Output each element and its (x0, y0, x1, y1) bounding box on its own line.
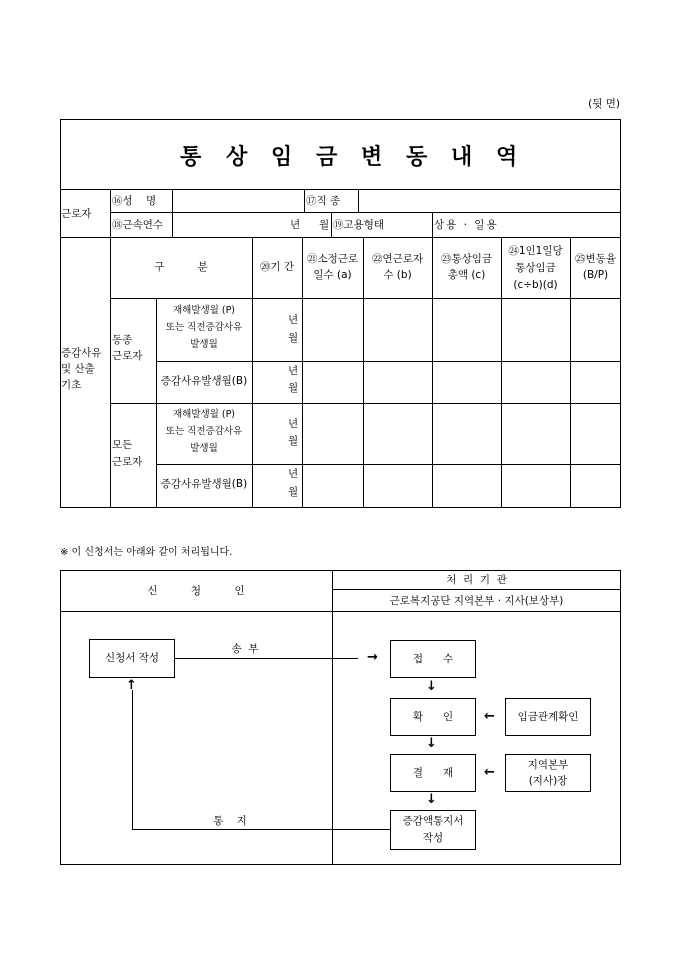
arrow-left-icon: ← (484, 709, 495, 724)
worker-section-label: 근로자 (61, 208, 92, 220)
write-application-box: 신청서 작성 (89, 639, 175, 678)
employment-type-value: 상용 · 일용 (434, 219, 499, 231)
group-all-workers-line1: 모든 (112, 439, 133, 451)
applicant-header: 신 청 인 (147, 585, 245, 597)
row3-month-unit: 월 (288, 435, 299, 447)
arrow-down-icon: ↓ (426, 792, 437, 807)
row1-year-unit: 년 (288, 314, 299, 326)
send-label: 송 부 (231, 643, 259, 655)
decision-box: 결 재 (390, 754, 476, 792)
tenure-month-unit: 월 (319, 219, 330, 231)
arrow-left-icon: ← (484, 765, 495, 780)
notify-connector-vertical (132, 690, 133, 829)
job-label: ⑰직 종 (306, 195, 341, 207)
group-same-workers-line1: 동종 (112, 334, 133, 346)
header-work-days-line2: 일수 (a) (313, 269, 352, 281)
tenure-year-unit: 년 (290, 219, 301, 231)
row3-year-unit: 년 (288, 418, 299, 430)
arrow-right-icon: → (367, 650, 378, 665)
header-category: 구 분 (154, 261, 208, 273)
basis-section-label-2: 및 산출 (61, 363, 95, 375)
row-p-line2: 또는 직전증감사유 (165, 322, 243, 333)
header-period: ⑳기 간 (259, 261, 295, 273)
row-p-line3: 발생월 (190, 339, 218, 350)
arrow-down-icon: ↓ (426, 679, 437, 694)
agency-subheader: 근로복지공단 지역본부 · 지사(보상부) (389, 595, 564, 607)
header-change-rate-line1: ㉕변동율 (575, 253, 616, 265)
header-total-wage-line2: 총액 (c) (447, 269, 486, 281)
header-daily-wage-line2: 통상임금 (515, 262, 556, 274)
notice-writing-box: 증감액통지서 작성 (390, 810, 476, 850)
row1-month-unit: 월 (288, 332, 299, 344)
row4-year-unit: 년 (288, 468, 299, 480)
arrow-down-icon: ↓ (426, 736, 437, 751)
row-p2-line1: 재해발생월 (P) (172, 409, 236, 420)
agency-header: 처 리 기 관 (446, 574, 507, 586)
employment-type-label: ⑲고용형태 (333, 219, 385, 231)
header-annual-workers-line1: ㉒연근로자 (371, 253, 424, 265)
receive-box: 접 수 (390, 640, 476, 678)
arrow-up-icon: ↑ (126, 678, 137, 693)
row-b2-label: 증감사유발생월(B) (160, 478, 248, 490)
basis-section-label-1: 증감사유 (61, 347, 102, 359)
row-p2-line3: 발생월 (190, 443, 218, 454)
row4-month-unit: 월 (288, 486, 299, 498)
header-daily-wage-line1: ㉔1인1일당 (508, 245, 563, 257)
row2-year-unit: 년 (288, 365, 299, 377)
page-side-label: (뒷 면) (588, 98, 620, 110)
send-connector (175, 658, 358, 659)
group-all-workers-line2: 근로자 (112, 456, 143, 468)
header-total-wage-line1: ㉓통상임금 (440, 253, 493, 265)
row2-month-unit: 월 (288, 382, 299, 394)
wage-check-box: 임금관계확인 (505, 698, 591, 736)
processing-note: ※ 이 신청서는 아래와 같이 처리됩니다. (60, 547, 233, 558)
notify-connector (132, 829, 390, 830)
basis-section-label-3: 기초 (61, 379, 82, 391)
row-p-line1: 재해발생월 (P) (172, 305, 236, 316)
header-change-rate-line2: (B/P) (582, 269, 609, 281)
row-b-label: 증감사유발생월(B) (160, 375, 248, 387)
table-title: 통 상 임 금 변 동 내 역 (180, 144, 518, 170)
notify-label: 통 지 (213, 815, 247, 827)
confirm-box: 확 인 (390, 698, 476, 736)
name-label: ⑯성 명 (112, 195, 157, 207)
header-work-days-line1: ㉑소정근로 (306, 253, 359, 265)
group-same-workers-line2: 근로자 (112, 350, 143, 362)
branch-head-box: 지역본부 (지사)장 (505, 754, 591, 792)
header-annual-workers-line2: 수 (b) (383, 269, 412, 281)
tenure-label: ⑱근속연수 (112, 219, 164, 231)
header-daily-wage-line3: (c÷b)(d) (513, 279, 558, 291)
row-p2-line2: 또는 직전증감사유 (165, 426, 243, 437)
